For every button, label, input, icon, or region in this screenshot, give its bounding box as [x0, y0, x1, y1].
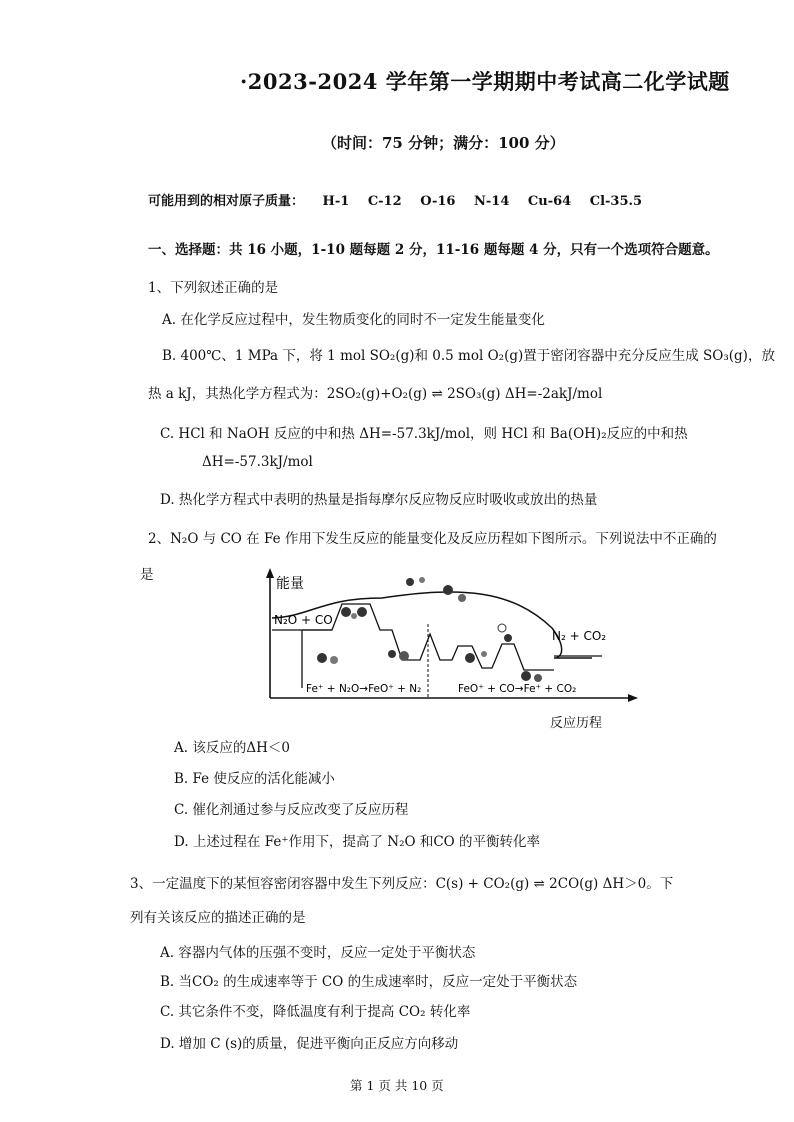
question-1-option-b-line2: 热 a kJ，其热化学方程式为：2SO₂(g)+O₂(g) ⇌ 2SO₃(g) ΔH=-2akJ/mol	[148, 386, 603, 402]
question-3-option-c: C. 其它条件不变，降低温度有利于提高 CO₂ 转化率	[160, 1004, 471, 1020]
atomic-mass-item: C-12	[367, 194, 402, 209]
atomic-masses	[148, 190, 656, 209]
question-2-option-a: A. 该反应的ΔH＜0	[174, 740, 290, 756]
atomic-mass-item: Cl-35.5	[589, 194, 643, 209]
question-2-option-b: B. Fe 使反应的活化能减小	[174, 771, 335, 787]
question-3-option-a: A. 容器内气体的压强不变时，反应一定处于平衡状态	[160, 945, 476, 961]
energy-profile-diagram	[262, 568, 642, 728]
question-3-stem-line1: 3、一定温度下的某恒容密闭容器中发生下列反应：C(s) + CO₂(g) ⇌ 2CO(g) ΔH＞0。下	[130, 876, 674, 892]
question-3-option-d: D. 增加 C (s)的质量，促进平衡向正反应方向移动	[160, 1036, 459, 1052]
section-heading: 一、选择题：共 16 小题，1-10 题每题 2 分，11-16 题每题 4 分，只有一个选项符合题意。	[148, 242, 719, 258]
question-1-option-c-line1: C. HCl 和 NaOH 反应的中和热 ΔH=-57.3kJ/mol，则 HCl 和 Ba(OH)₂反应的中和热	[160, 426, 688, 442]
y-axis-label: 能量	[276, 576, 304, 592]
start-label: N₂O + CO	[274, 613, 333, 627]
question-3-option-b: B. 当CO₂ 的生成速率等于 CO 的生成速率时，反应一定处于平衡状态	[160, 974, 578, 990]
exam-title: ·2023-2024 学年第一学期期中考试高二化学试题	[240, 69, 730, 94]
question-1-option-a: A. 在化学反应过程中，发生物质变化的同时不一定发生能量变化	[162, 312, 545, 328]
question-1-option-c-line2: ΔH=-57.3kJ/mol	[202, 454, 313, 470]
question-2-option-d: D. 上述过程在 Fe⁺作用下，提高了 N₂O 和CO 的平衡转化率	[174, 834, 541, 850]
atomic-mass-item: O-16	[420, 194, 456, 209]
question-1-option-d: D. 热化学方程式中表明的热量是指每摩尔反应物反应时吸收或放出的热量	[160, 492, 598, 508]
atomic-mass-item: N-14	[474, 194, 510, 209]
question-1-stem: 1、下列叙述正确的是	[148, 280, 279, 296]
end-label: N₂ + CO₂	[552, 629, 607, 643]
question-1-option-b-line1: B. 400℃、1 MPa 下，将 1 mol SO₂(g)和 0.5 mol O₂(g)置于密闭容器中充分反应生成 SO₃(g)，放	[162, 348, 775, 364]
question-2-stem-line1: 2、N₂O 与 CO 在 Fe 作用下发生反应的能量变化及反应历程如下图所示。下列说法中不正确的	[148, 531, 717, 547]
question-2-option-c: C. 催化剂通过参与反应改变了反应历程	[174, 802, 409, 818]
step2-label: FeO⁺ + CO→Fe⁺ + CO₂	[458, 683, 577, 695]
question-2-stem-line2: 是	[140, 567, 154, 583]
page-footer: 第 1 页 共 10 页	[350, 1078, 444, 1093]
atomic-masses-label: 可能用到的相对原子质量：	[148, 194, 305, 209]
x-axis-label: 反应历程	[550, 716, 603, 731]
atomic-mass-item: Cu-64	[527, 194, 572, 209]
atomic-mass-item: H-1	[322, 194, 350, 209]
y-axis-arrow	[266, 568, 274, 578]
exam-subtitle: （时间：75 分钟；满分：100 分）	[322, 134, 565, 152]
x-axis-arrow	[628, 694, 638, 702]
question-3-stem-line2: 列有关该反应的描述正确的是	[130, 910, 306, 926]
step1-label: Fe⁺ + N₂O→FeO⁺ + N₂	[306, 683, 422, 695]
